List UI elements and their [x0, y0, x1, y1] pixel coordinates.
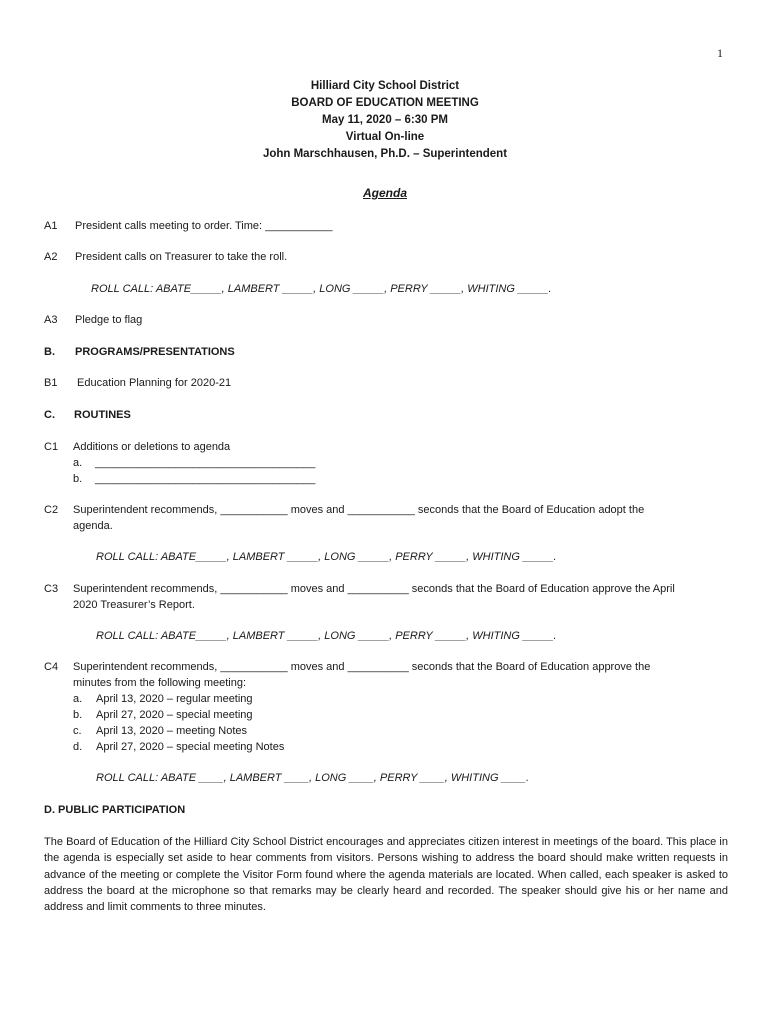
section-d-heading: D. PUBLIC PARTICIPATION	[44, 804, 186, 816]
meeting-format: Virtual On-line	[345, 131, 425, 143]
c1-sub-b-label: b.	[73, 473, 83, 485]
item-code-c1: C1	[44, 441, 59, 453]
minutes-item: April 27, 2020 – special meeting Notes	[96, 741, 285, 753]
item-a2-text: President calls on Treasurer to take the roll.	[75, 251, 288, 263]
minutes-label-c: c.	[73, 725, 82, 737]
minutes-item: April 13, 2020 – meeting Notes	[96, 725, 248, 737]
section-code-b: B.	[44, 346, 55, 358]
c1-sub-a-label: a.	[73, 457, 83, 469]
meeting-date: May 11, 2020 – 6:30 PM	[322, 114, 448, 126]
district-name: Hilliard City School District	[310, 80, 460, 92]
roll-call-c2: ROLL CALL: ABATE_____, LAMBERT _____, LONG _____, PERRY _____, WHITING _____.	[96, 551, 557, 563]
public-participation-paragraph: The Board of Education of the Hilliard City School District encourages and appreciates citizen interest in meetings of the board. This place in the agenda is especially set aside to hear comments from visitors. Persons wishing to address the board should make written requests in advance of the meeting or complete the Visitor Form found where the agenda materials are located. When called, each speaker is asked to address the board at the microphone so that remarks may be clearly heard and recorded. The speaker should give his or her name and address and limit comments to three minutes.	[44, 836, 728, 914]
section-b-heading: PROGRAMS/PRESENTATIONS	[75, 346, 235, 358]
minutes-label-d: d.	[73, 741, 83, 753]
minutes-label-a: a.	[73, 693, 83, 705]
item-code-c4: C4	[44, 661, 59, 673]
item-c3-line2: 2020 Treasurer’s Report.	[73, 599, 195, 611]
item-code-a2: A2	[44, 251, 58, 263]
superintendent-line: John Marschhausen, Ph.D. – Superintendent	[262, 148, 508, 160]
section-c-heading: ROUTINES	[74, 409, 131, 421]
item-c4-line2: minutes from the following meeting:	[73, 677, 247, 689]
item-c1-text: Additions or deletions to agenda	[73, 441, 231, 453]
item-code-a3: A3	[44, 314, 58, 326]
minutes-item: April 27, 2020 – special meeting	[96, 709, 253, 721]
item-a1-text: President calls meeting to order. Time: ___________	[75, 220, 333, 232]
roll-call-a2: ROLL CALL: ABATE_____, LAMBERT _____, LONG _____, PERRY _____, WHITING _____.	[91, 283, 552, 295]
item-code-a1: A1	[44, 220, 58, 232]
c1-sub-b-blank: ____________________________________	[95, 473, 316, 485]
minutes-label-b: b.	[73, 709, 83, 721]
item-c2-line1: Superintendent recommends, ___________ moves and ___________ seconds that the Board of Education adopt the	[73, 504, 645, 516]
section-code-c: C.	[44, 409, 55, 421]
item-c4-line1: Superintendent recommends, ___________ moves and __________ seconds that the Board of Education approve the	[73, 661, 651, 673]
item-b1-text: Education Planning for 2020-21	[77, 377, 232, 389]
minutes-item: April 13, 2020 – regular meeting	[96, 693, 253, 705]
item-code-c2: C2	[44, 504, 59, 516]
roll-call-c3: ROLL CALL: ABATE_____, LAMBERT _____, LONG _____, PERRY _____, WHITING _____.	[96, 630, 557, 642]
meeting-title: BOARD OF EDUCATION MEETING	[291, 97, 479, 109]
item-c2-line2: agenda.	[73, 520, 113, 532]
item-a3-text: Pledge to flag	[75, 314, 143, 326]
page-number: 1	[717, 46, 723, 60]
roll-call-c4: ROLL CALL: ABATE ____, LAMBERT ____, LONG ____, PERRY ____, WHITING ____.	[96, 772, 530, 784]
item-code-c3: C3	[44, 583, 59, 595]
item-code-b1: B1	[44, 377, 58, 389]
c1-sub-a-blank: ____________________________________	[95, 457, 316, 469]
item-c3-line1: Superintendent recommends, ___________ moves and __________ seconds that the Board of Education approve the April	[73, 583, 675, 595]
agenda-title: Agenda	[362, 186, 407, 200]
